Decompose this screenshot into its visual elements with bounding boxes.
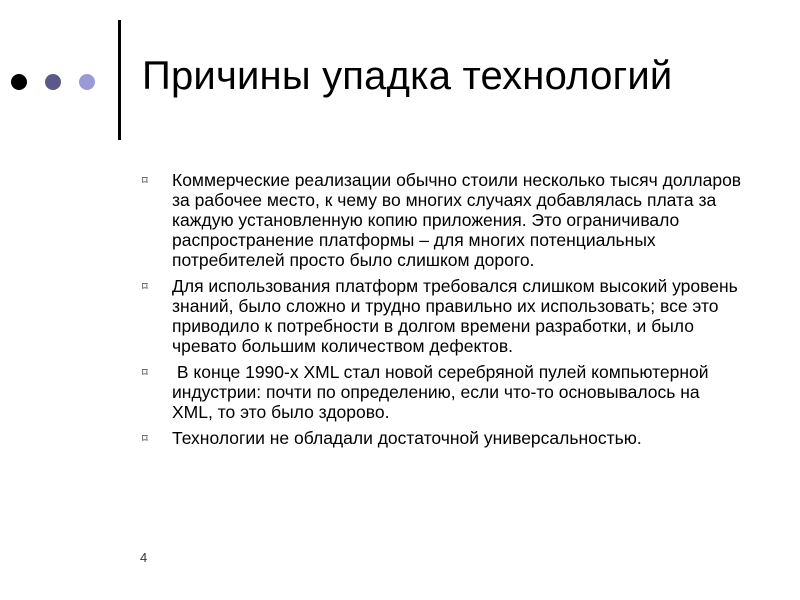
bullet-text: Коммерческие реализации обычно стоили несколько тысяч долларов за рабочее место, к чему во многих случаях добавлялась плата за каждую установленную копию приложения. Это ограничивало распространение платформы – для многих потенциальных потребителей просто было слишком дорого. [172, 170, 742, 270]
bullet-list [142, 170, 742, 454]
bullet-marker-icon: ⌑ [142, 174, 148, 187]
bullet-item [142, 428, 742, 448]
bullet-marker-icon: ⌑ [142, 280, 148, 293]
bullet-marker-icon: ⌑ [142, 366, 148, 379]
slide-title: Причины упадка технологий [142, 54, 673, 98]
title-divider [118, 20, 121, 140]
page-number: 4 [140, 550, 148, 565]
dot-icon-lavender [79, 74, 95, 90]
bullet-marker-icon: ⌑ [142, 432, 148, 445]
bullet-item [142, 276, 742, 356]
dot-icon-slate [45, 74, 61, 90]
bullet-text: В конце 1990-х XML стал новой серебряной пулей компьютерной индустрии: почти по определению, если что-то основывалось на XML, то это было здорово. [172, 362, 714, 422]
bullet-item [142, 362, 742, 422]
bullet-text: Для использования платформ требовался слишком высокий уровень знаний, было сложно и трудно правильно их использовать; все это приводило к потребности в долгом времени разработки, и было чревато большим количеством дефектов. [172, 276, 738, 356]
bullet-text: Технологии не обладали достаточной универсальностью. [172, 428, 642, 448]
dot-icon-black [11, 74, 27, 90]
bullet-item [142, 170, 742, 270]
